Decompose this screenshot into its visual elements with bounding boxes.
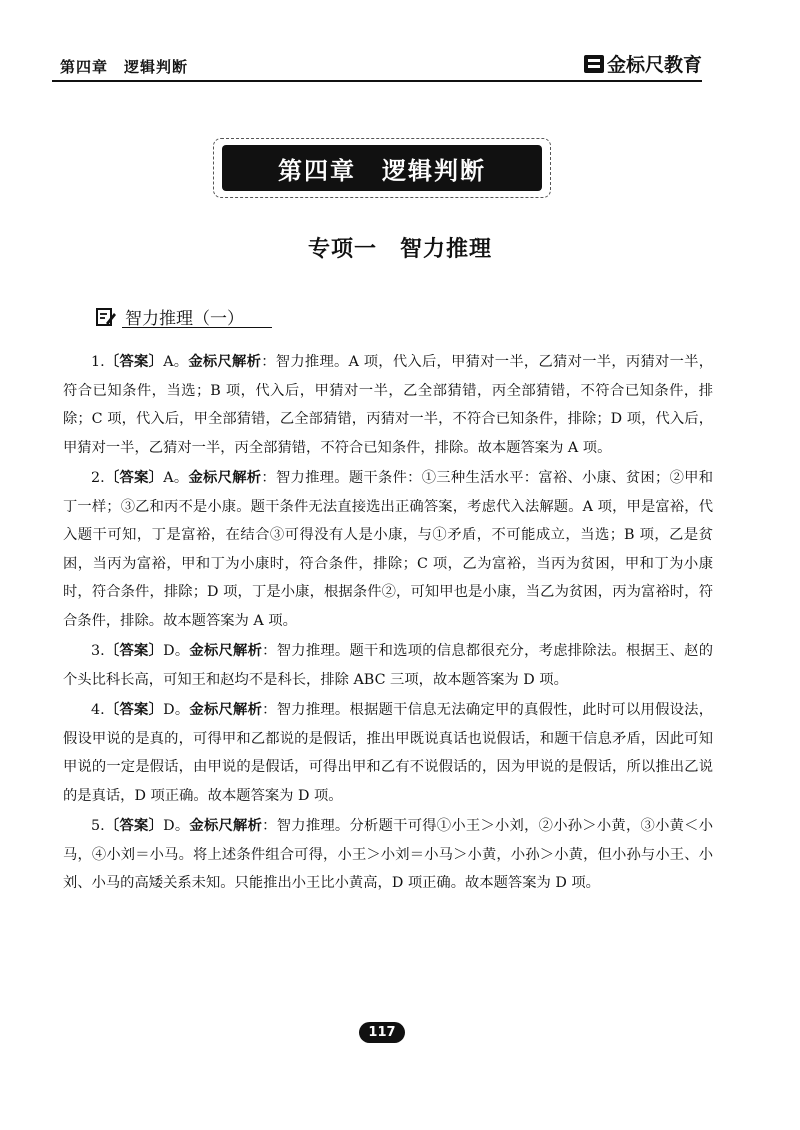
answer-item-4 — [63, 696, 713, 810]
analysis-label: 金标尺解析 — [188, 354, 262, 370]
analysis-text: ：智力推理。题干和选项的信息都很充分，考虑排除法。根据王、赵的个头比科长高，可知王和赵均不是科长，排除 ABC 三项，故本题答案为 D 项。 — [63, 643, 714, 688]
answer-number: 1. — [91, 354, 105, 370]
answer-label: 〔答案〕 — [104, 643, 164, 659]
answer-number: 2. — [91, 470, 105, 486]
header-divider — [52, 80, 702, 82]
chapter-banner: 第四章 逻辑判断 — [222, 145, 542, 191]
answer-item-2 — [63, 464, 713, 635]
analysis-label: 金标尺解析 — [189, 702, 263, 718]
analysis-label: 金标尺解析 — [189, 643, 263, 659]
brand-name: 金标尺教育 — [606, 54, 702, 76]
answer-item-3 — [63, 637, 713, 694]
answer-label: 〔答案〕 — [104, 354, 164, 370]
page-header — [52, 48, 702, 78]
answer-number: 5. — [91, 818, 105, 834]
answer-number: 3. — [91, 643, 105, 659]
page-number: 117 — [359, 1022, 405, 1043]
answer-label: 〔答案〕 — [104, 470, 164, 486]
sub-heading — [95, 304, 244, 329]
analysis-text: ：智力推理。根据题干信息无法确定甲的真假性，此时可以用假设法，假设甲说的是真的，可得甲和乙都说的是假话，推出甲既说真话也说假话，和题干信息矛盾，因此可知甲说的一定是假话，由甲说的是假话，可得出甲和乙有不说假话的，因为甲说的是假话，所以推出乙说的是真话，D 项正确。故本题答案为 D 项。 — [63, 702, 714, 804]
pencil-note-icon — [95, 306, 117, 328]
answer-choice: D。 — [163, 818, 190, 834]
chapter-banner-frame — [213, 138, 551, 198]
analysis-label: 金标尺解析 — [189, 818, 263, 834]
answer-item-5 — [63, 812, 713, 898]
answer-choice: D。 — [163, 702, 190, 718]
brand-logo — [584, 50, 702, 77]
answer-choice: A。 — [163, 354, 189, 370]
answer-choice: D。 — [163, 643, 190, 659]
analysis-text: ：智力推理。A 项，代入后，甲猜对一半，乙猜对一半，丙猜对一半，符合已知条件，当选；B 项，代入后，甲猜对一半，乙全部猜错，丙全部猜错，不符合已知条件，排除；C 项，代入后，甲全部猜错，乙全部猜错，丙猜对一半，不符合已知条件，排除；D 项，代入后，甲猜对一半，乙猜对一半，丙全部猜错，不符合已知条件，排除。故本题答案为 A 项。 — [63, 354, 714, 456]
analysis-label: 金标尺解析 — [188, 470, 262, 486]
answer-list — [63, 348, 713, 900]
header-chapter-title: 第四章 逻辑判断 — [60, 58, 189, 76]
analysis-text: ：智力推理。题干条件：①三种生活水平：富裕、小康、贫困；②甲和丁一样；③乙和丙不是小康。题干条件无法直接选出正确答案，考虑代入法解题。A 项，甲是富裕，代入题干可知，丁是富裕，在结合③可得没有人是小康，与①矛盾，不可能成立，当选；B 项，乙是贫困，当丙为富裕，甲和丁为小康时，符合条件，排除；C 项，乙为富裕，当丙为贫困，甲和丁为小康时，符合条件，排除；D 项，丁是小康，根据条件②，可知甲也是小康，当乙为贫困，丙为富裕时，符合条件，排除。故本题答案为 A 项。 — [63, 470, 714, 629]
section-title: 专项一 智力推理 — [307, 237, 492, 262]
analysis-text: ：智力推理。分析题干可得①小王＞小刘，②小孙＞小黄，③小黄＜小马，④小刘＝小马。将上述条件组合可得，小王＞小刘＝小马＞小黄，小孙＞小黄，但小孙与小王、小刘、小马的高矮关系未知。只能推出小王比小黄高，D 项正确。故本题答案为 D 项。 — [63, 818, 714, 891]
answer-label: 〔答案〕 — [104, 818, 164, 834]
sub-heading-text: 智力推理（一） — [125, 309, 244, 329]
answer-choice: A。 — [163, 470, 189, 486]
answer-number: 4. — [91, 702, 105, 718]
answer-label: 〔答案〕 — [104, 702, 164, 718]
sub-heading-underline — [122, 327, 272, 328]
answer-item-1 — [63, 348, 713, 462]
brand-book-icon — [584, 55, 604, 73]
